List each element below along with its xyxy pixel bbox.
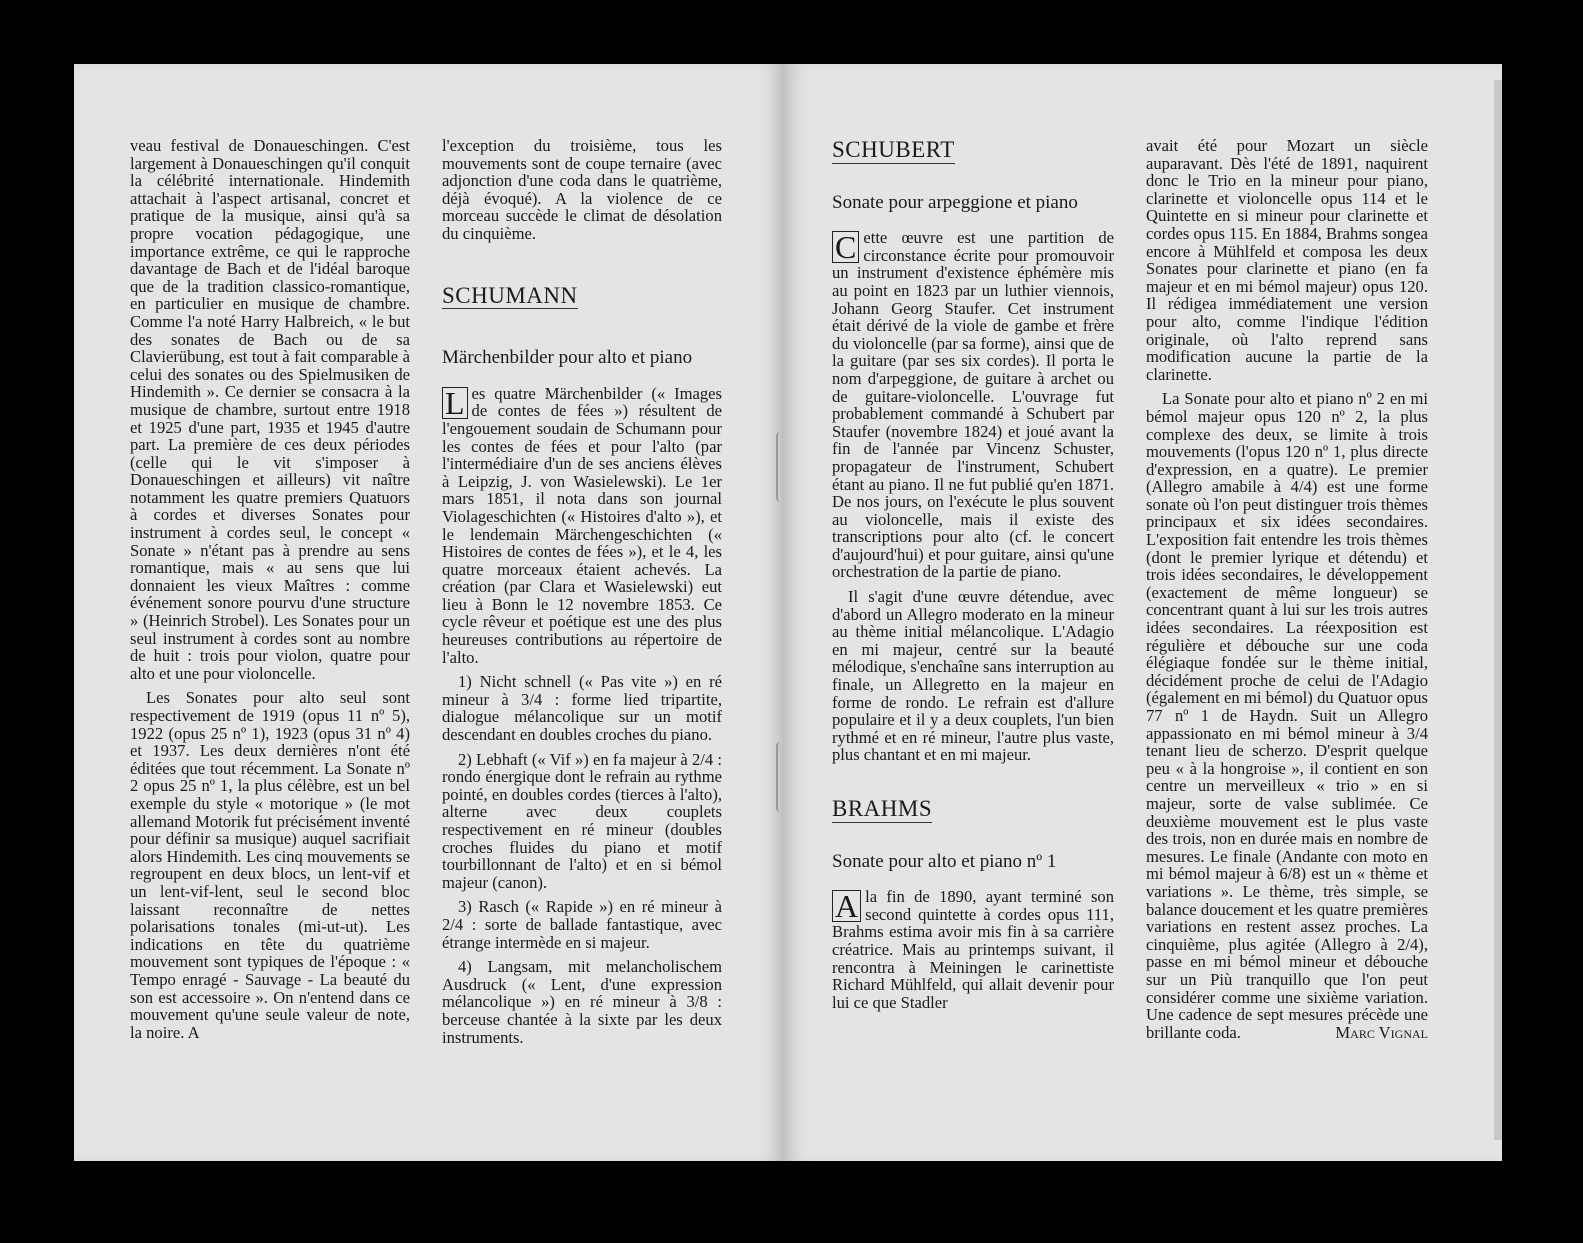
author-signature: Marc Vignal bbox=[1335, 1023, 1428, 1043]
page-edge bbox=[1494, 80, 1502, 1140]
hindemith-paragraph-2: Les Sonates pour alto seul sont respectivement de 1919 (opus 11 nº 5), 1922 (opus 25 nº 1), 1923 (opus 31 nº 4) et 1937. Les deux dernières n'ont été éditées que tout récemment. La Sonate nº 2 opus 25 nº 1, la plus célèbre, est un bel exemple du style « motorique » (le mot allemand Motorik fut précisément inventé pour définir sa musique) auquel sacrifiait alors Hindemith. Les cinq mouvements se regroupent en deux blocs, un lent-vif et un lent-vif-lent, seul le second bloc laissant reconnaître de nettes polarisations tonales (mi-ut-ut). Les indications en tête du quatrième mouvement sont typiques de l'époque : « Tempo enragé - Sauvage - La beauté du son est accessoire ». On n'entend dans ce mouvement qu'une seule valeur de note, la noire. A bbox=[130, 688, 410, 1042]
brahms-heading: BRAHMS bbox=[832, 796, 933, 821]
hindemith-continuation: l'exception du troisième, tous les mouvements sont de coupe ternaire (avec adjonction d'une coda dans le quatrième, déjà évoqué). A la violence de ce morceau succède le climat de désolation du cinquième. bbox=[442, 136, 722, 243]
schubert-paragraph-1: C ette œuvre est une partition de circonstance écrite pour promouvoir un instrument d'existence éphémère mis au point en 1823 par un luthier viennois, Johann Georg Staufer. Cet instrument était dérivé de la viole de gambe et frère du violoncelle (par sa forme), ainsi que de la guitare (par ses six cordes). Il porta le nom d'arpeggione, de guitare à archet ou de guitare-violoncelle. L'ouvrage fut probablement commandé à Schubert par Staufer (novembre 1824) et joué avant la fin de l'année par Vincenz Schuster, propagateur de l'instrument, Schubert étant au piano. Il ne fut publié qu'en 1871. De nos jours, on l'exécute le plus souvent au violoncelle, mais il existe des transcriptions pour alto (cf. le concert d'aujourd'hui) et pour guitare, ainsi qu'une orchestration de la partie de piano. bbox=[832, 228, 1114, 582]
schumann-paragraph-1: L es quatre Märchenbilder (« Images de contes de fées ») résultent de l'engouement soudain de Schumann pour les contes de fées et pour l'alto (par l'intermédiaire d'un de ses anciens élèves à Leipzig, J. von Wasielewski). Le 1er mars 1851, il nota dans son journal Violageschichten (« Histoires d'alto »), et le lendemain Märchengeschichten (« Histoires de contes de fées »), et le 4, les quatre morceaux étaient achevés. La création (par Clara et Wasielewski) eut lieu à Bonn le 12 novembre 1853. Ce cycle rêveur et poétique est une des plus heureuses contributions au répertoire de l'alto. bbox=[442, 383, 722, 667]
brahms-paragraph-1: A la fin de 1890, ayant terminé son second quintette à cordes opus 111, Brahms estima avoir mis fin à sa carrière créatrice. Mais au printemps suivant, il rencontra à Meiningen le carinettiste Richard Mühlfeld, qui allait devenir pour lui ce que Stadler bbox=[832, 887, 1114, 1012]
brahms-subtitle: Sonate pour alto et piano nº 1 bbox=[832, 850, 1057, 872]
schumann-subtitle: Märchenbilder pour alto et piano bbox=[442, 347, 693, 369]
schubert-heading: SCHUBERT bbox=[832, 137, 955, 162]
column-1 bbox=[130, 137, 410, 1041]
schumann-movement-1: 1) Nicht schnell (« Pas vite ») en ré mineur à 3/4 : forme lied tripartite, dialogue mélancolique sur un motif descendant en doubles croches du piano. bbox=[442, 672, 722, 745]
column-3 bbox=[832, 137, 1114, 1011]
schubert-subtitle: Sonate pour arpeggione et piano bbox=[832, 191, 1078, 213]
schumann-movement-4: 4) Langsam, mit melancholischem Ausdruck (« Lent, d'une expression mélancolique ») en ré mineur à 3/8 : berceuse chantée à la sixte par les deux instruments. bbox=[442, 957, 722, 1047]
brahms-dropcap: A bbox=[832, 890, 861, 922]
schumann-movement-2: 2) Lebhaft (« Vif ») en fa majeur à 2/4 : rondo énergique dont le refrain au rythme pointé, en doubles cordes (tierces à l'alto), alterne avec deux couplets respectivement en ré mineur (doubles croches fluides du piano et motif tourbillonnant de l'alto) et en si bémol majeur (canon). bbox=[442, 749, 722, 892]
hindemith-paragraph-1: veau festival de Donaueschingen. C'est largement à Donaueschingen qu'il conquit la célébrité internationale. Hindemith attachait à l'aspect artisanal, concret et pratique de la musique, ainsi qu'à sa propre vocation pédagogique, une importance extrême, ce qui le rapproche davantage de Bach et de l'idéal baroque que de la tradition classico-romantique, en particulier en musique de chambre. Comme l'a noté Harry Halbreich, « le but des sonates de Bach ou de sa Clavierübung, est tout à fait comparable à celui des sonates ou des Spielmusiken de Hindemith ». Ce dernier se consacra à la musique de chambre, surtout entre 1918 et 1925 d'une part, 1935 et 1945 d'autre part. La première de ces deux périodes (celle qui le vit s'imposer à Donaueschingen et ailleurs) vit naître notamment les quatre premiers Quatuors à cordes et diverses Sonates pour instrument à cordes seul, le concept « Sonate » n'étant pas à prendre au sens romantique, mais « au sens que lui donnaient les vieux Maîtres : comme événement sonore pourvu d'une structure » (Heinrich Strobel). Les Sonates pour un seul instrument à cordes sont au nombre de huit : trois pour violon, quatre pour alto et une pour violoncelle. bbox=[130, 136, 410, 683]
brahms-continuation-1: avait été pour Mozart un siècle auparavant. Dès l'été de 1891, naquirent donc le Trio en la mineur pour piano, clarinette et violoncelle opus 114 et le Quintette en si mineur pour clarinette et cordes opus 115. En 1884, Brahms songea encore à Mühlfeld et composa les deux Sonates pour clarinette et piano (en fa majeur et en mi bémol majeur) opus 120. Il rédigea immédiatement une version pour alto, comme l'indique l'édition originale, où l'alto reprend sans modification aucune la partie de la clarinette. bbox=[1146, 136, 1428, 384]
schubert-dropcap: C bbox=[832, 231, 859, 263]
column-4 bbox=[1146, 137, 1428, 1042]
brahms-continuation-2: La Sonate pour alto et piano nº 2 en mi bémol majeur opus 120 nº 2, la plus complexe des deux, se limite à trois mouvements (l'opus 120 nº 1, plus directe d'expression, en a quatre). Le premier (Allegro amabile à 4/4) est une forme sonate où l'on peut distinguer trois thèmes principaux et six idées secondaires. L'exposition fait entendre les trois thèmes (dont le premier lyrique et détendu) et trois idées secondaires, le développement (exactement de même longueur) se concentrant quant à lui sur les trois autres idées secondaires. La réexposition est régulière et débouche sur une coda élégiaque fondée sur le thème initial, décidément proche de celui de l'Adagio (également en mi bémol) du Quatuor opus 77 nº 1 de Haydn. Suit un Allegro appassionato en mi bémol mineur à 3/4 tenant lieu de scherzo. D'esprit quelque peu « à la hongroise », il contient en son centre un merveilleux « trio » en si majeur, sorte de valse sublimée. Ce deuxième mouvement est le plus vaste des trois, non en durée mais en nombre de mesures. Le finale (Andante con moto en mi bémol majeur à 6/8) est un « thème et variations ». Le thème, très simple, se balance doucement et les quatre premières variations en restent assez proches. La cinquième, plus agitée (Allegro à 2/4), passe en mi bémol mineur et débouche sur un Più tranquillo que l'on peut considérer comme une sixième variation. Une cadence de sept mesures précède une brillante coda. bbox=[1146, 389, 1428, 1042]
schumann-movement-3: 3) Rasch (« Rapide ») en ré mineur à 2/4 : sorte de ballade fantastique, avec étrange intermède en si majeur. bbox=[442, 897, 722, 952]
schumann-heading: SCHUMANN bbox=[442, 282, 578, 308]
staple-top bbox=[776, 432, 788, 502]
column-2 bbox=[442, 137, 722, 1046]
staple-bottom bbox=[776, 742, 788, 812]
schumann-dropcap: L bbox=[442, 387, 468, 419]
schubert-paragraph-2: Il s'agit d'une œuvre détendue, avec d'abord un Allegro moderato en la mineur au thème initial mélancolique. L'Adagio en mi majeur, centré sur la beauté mélodique, s'enchaîne sans interruption au finale, un Allegretto en la majeur en forme de rondo. Le refrain est d'allure populaire et il y a deux couplets, l'un bien rythmé et en ré mineur, l'autre plus vaste, plus chantant et en mi majeur. bbox=[832, 587, 1114, 765]
